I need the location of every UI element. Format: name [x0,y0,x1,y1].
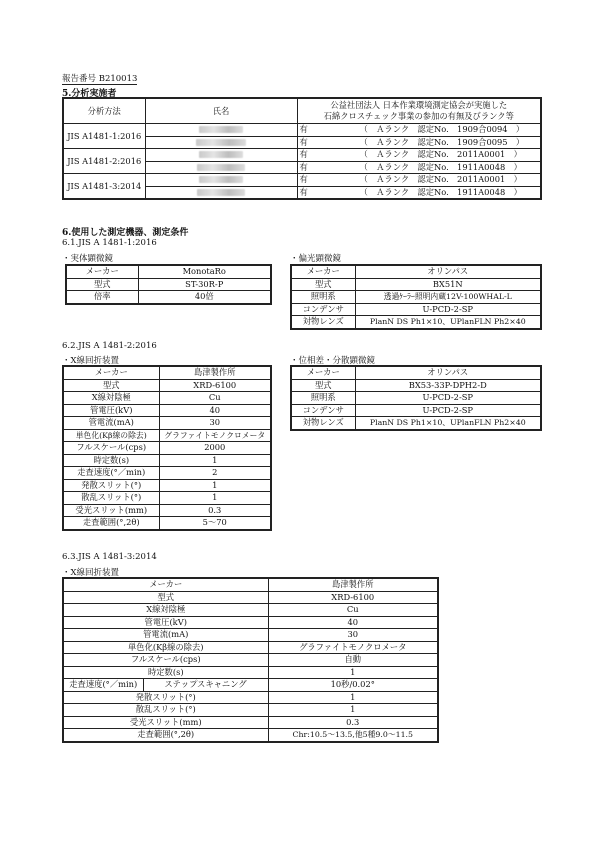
polar-title: ・偏光顕微鏡 [290,254,342,264]
col-crosscheck [297,98,541,124]
label-cell: 対物レンズ [291,417,355,430]
label-cell: 管電流(mA) [63,629,268,642]
label-cell: 照明系 [291,392,355,405]
value-cell: グラファイトモノクロメータ [268,641,438,654]
value-cell: 0.3 [159,504,271,517]
rank-cell: 有 （ Ａランク 認定No. 2011A0001 ） [297,174,541,187]
phase-title: ・位相差・分散顕微鏡 [290,356,376,366]
subsection-6-3: 6.3.JIS A 1481-3:2014 [62,552,157,562]
label-cell: コンデンサ [291,303,355,316]
rank-cell: 有 （ Ａランク 認定No. 1911A0048 ） [297,186,541,199]
redacted-name [199,126,243,133]
value-cell: 40倍 [138,291,271,304]
value-cell: 1 [159,454,271,467]
value-cell: U-PCD-2-SP [355,404,541,417]
value-cell: Cu [159,392,271,405]
method-cell: JIS A1481-1:2016 [63,124,145,149]
label-cell: 時定数(s) [63,454,159,467]
crosscheck-header-line1: 公益社団法人 日本作業環境測定協会が実施した [330,100,508,110]
label-cell: 単色化(Kβ線の除去) [63,429,159,442]
rank-cell: 有 （ Ａランク 認定No. 1909合0095 ） [297,136,541,149]
label-cell: 発散スリット(°) [63,479,159,492]
label-cell: X線対陰極 [63,392,159,405]
label-cell: 散乱スリット(°) [63,704,268,717]
value-cell: 1 [268,704,438,717]
value-cell: 2000 [159,442,271,455]
value-cell: ST-30R-P [138,278,271,291]
xrd2-table [62,577,439,743]
redacted-name [199,151,243,158]
value-cell: PlanN DS Ph1×10、UPlanFLN Ph2×40 [355,316,541,329]
label-cell: 発散スリット(°) [63,691,268,704]
section-6-title: 6.使用した測定機器、測定条件 [62,228,189,238]
value-cell: XRD-6100 [268,591,438,604]
value-cell: U-PCD-2-SP [355,303,541,316]
label-cell: 型式 [291,379,355,392]
rank-cell: 有 （ Ａランク 認定No. 2011A0001 ） [297,149,541,162]
value-cell: 島津製作所 [268,578,438,591]
redacted-name [196,139,246,146]
label-cell: 管電流(mA) [63,417,159,430]
value-cell: グラファイトモノクロメータ [159,429,271,442]
label-cell: メーカー [66,265,138,278]
rank-cell: 有 （ Ａランク 認定No. 1909合0094 ） [297,124,541,137]
value-cell: 島津製作所 [159,366,271,379]
method-cell: JIS A1481-2:2016 [63,149,145,174]
label-cell: 時定数(s) [63,666,268,679]
report-number: 報告番号 B210013 [62,74,138,84]
analysts-table [62,97,542,200]
label-cell: 受光スリット(mm) [63,504,159,517]
redacted-name [199,176,243,183]
name-cell [145,124,297,137]
xrd2-title: ・X線回折装置 [62,568,120,578]
label-cell: メーカー [291,366,355,379]
value-cell: 1 [159,492,271,505]
subsection-6-1: 6.1.JIS A 1481-1:2016 [62,238,157,248]
value-cell: 0.3 [268,716,438,729]
label-cell: 型式 [291,278,355,291]
value-cell: 1 [268,691,438,704]
name-cell [145,186,297,199]
xrd1-title: ・X線回折装置 [62,356,120,366]
label-cell: 型式 [66,278,138,291]
value-cell: PlanN DS Ph1×10、UPlanFLN Ph2×40 [355,417,541,430]
value-cell: オリンパス [355,366,541,379]
xrd1-table [62,365,272,531]
rank-cell: 有 （ Ａランク 認定No. 1911A0048 ） [297,161,541,174]
name-cell [145,161,297,174]
scan-mode-cell: ステップスキャニング [143,679,268,692]
redacted-name [197,189,245,196]
label-cell: 倍率 [66,291,138,304]
value-cell: 1 [159,479,271,492]
redacted-name [197,164,245,171]
value-cell: Chr:10.5～13.5,他5種9.0～11.5 [268,729,438,742]
subsection-6-2: 6.2.JIS A 1481-2:2016 [62,341,157,351]
value-cell: 2 [159,467,271,480]
value-cell: U-PCD-2-SP [355,392,541,405]
stereo-table [65,264,272,305]
label-cell: 走査範囲(°,2θ) [63,729,268,742]
label-cell: 管電圧(kV) [63,616,268,629]
name-cell [145,149,297,162]
crosscheck-header-line2: 石綿クロスチェック事業の参加の有無及びランク等 [323,111,514,121]
label-cell: メーカー [63,366,159,379]
value-cell: 30 [268,629,438,642]
label-cell: 受光スリット(mm) [63,716,268,729]
value-cell: 30 [159,417,271,430]
value-cell: BX53-33P-DPH2-D [355,379,541,392]
label-cell: 単色化(Kβ線の除去) [63,641,268,654]
value-cell: MonotaRo [138,265,271,278]
label-cell: コンデンサ [291,404,355,417]
value-cell: 40 [159,404,271,417]
label-cell: 型式 [63,591,268,604]
value-cell: 1 [268,666,438,679]
label-cell: メーカー [63,578,268,591]
value-cell: 自動 [268,654,438,667]
label-cell: 走査速度(°／min) [63,467,159,480]
label-cell: X線対陰極 [63,604,268,617]
value-cell: XRD-6100 [159,379,271,392]
label-cell: フルスケール(cps) [63,442,159,455]
phase-table [290,365,542,431]
value-cell: 10秒/0.02° [268,679,438,692]
label-cell: 管電圧(kV) [63,404,159,417]
value-cell: 5～70 [159,517,271,530]
value-cell: Cu [268,604,438,617]
section-5-title: 5.分析実施者 [62,89,117,99]
name-cell [145,136,297,149]
col-name: 氏名 [145,98,297,124]
label-cell: メーカー [291,265,355,278]
value-cell: 40 [268,616,438,629]
stereo-title: ・実体顕微鏡 [62,254,114,264]
name-cell [145,174,297,187]
value-cell: BX51N [355,278,541,291]
method-cell: JIS A1481-3:2014 [63,174,145,200]
label-cell: 走査範囲(°,2θ) [63,517,159,530]
label-cell: 散乱スリット(°) [63,492,159,505]
label-cell: フルスケール(cps) [63,654,268,667]
label-cell: 型式 [63,379,159,392]
label-cell: 走査速度(°／min) [63,679,143,692]
label-cell: 対物レンズ [291,316,355,329]
col-method: 分析方法 [63,98,145,124]
label-cell: 照明系 [291,291,355,304]
value-cell: オリンパス [355,265,541,278]
polar-table [290,264,542,330]
value-cell: 透過ｹｰﾗｰ照明内蔵12V-100WHAL-L [355,291,541,304]
